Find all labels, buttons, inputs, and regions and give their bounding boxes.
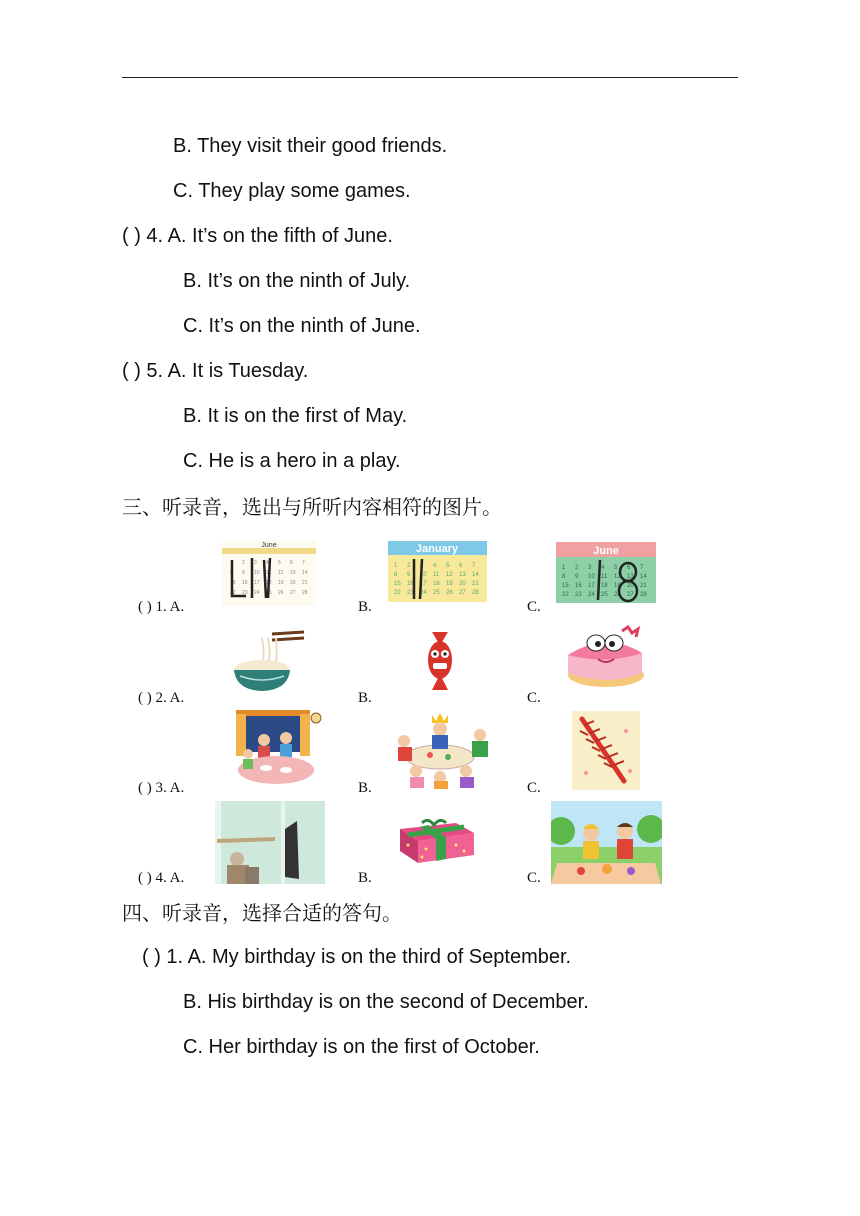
svg-text:14: 14 — [640, 574, 647, 580]
svg-text:20: 20 — [290, 580, 296, 586]
row1-label: ( ) 1. A. — [138, 599, 185, 615]
section4-heading: 四、听录音，选择合适的答句。 — [122, 901, 402, 925]
svg-text:4: 4 — [266, 560, 269, 566]
svg-text:25: 25 — [601, 592, 608, 598]
svg-text:10: 10 — [420, 572, 427, 578]
svg-text:22: 22 — [394, 590, 401, 596]
svg-text:2: 2 — [242, 560, 245, 566]
svg-text:1: 1 — [230, 560, 233, 566]
svg-text:26: 26 — [446, 590, 453, 596]
svg-text:4: 4 — [433, 563, 437, 569]
svg-text:13: 13 — [459, 572, 466, 578]
svg-text:24: 24 — [254, 590, 260, 596]
svg-text:21: 21 — [302, 580, 308, 586]
svg-text:18: 18 — [266, 580, 272, 586]
svg-text:19: 19 — [278, 580, 284, 586]
watching-tv-picture — [215, 801, 325, 884]
svg-text:20: 20 — [459, 581, 466, 587]
svg-text:22: 22 — [230, 590, 236, 596]
svg-text:11: 11 — [266, 570, 272, 576]
q5-option-b: B. It is on the first of May. — [183, 405, 408, 427]
calendar-b-title: January — [415, 543, 459, 555]
svg-text:3: 3 — [588, 565, 592, 571]
svg-text:27: 27 — [290, 590, 296, 596]
candy-picture — [424, 630, 456, 692]
cake-picture — [562, 625, 647, 689]
row1-c-label: C. — [527, 599, 541, 615]
svg-text:28: 28 — [640, 592, 647, 598]
svg-text:19: 19 — [614, 583, 621, 589]
svg-text:8: 8 — [562, 574, 566, 580]
svg-text:7: 7 — [640, 565, 644, 571]
svg-text:9: 9 — [242, 570, 245, 576]
svg-text:3: 3 — [420, 563, 424, 569]
picnic-picture — [551, 801, 662, 884]
family-dinner-picture — [234, 710, 322, 786]
svg-text:11: 11 — [433, 572, 440, 578]
svg-text:7: 7 — [472, 563, 476, 569]
svg-text:8: 8 — [230, 570, 233, 576]
svg-text:24: 24 — [420, 590, 427, 596]
svg-text:17: 17 — [588, 583, 595, 589]
svg-text:18: 18 — [601, 583, 608, 589]
svg-text:25: 25 — [266, 590, 272, 596]
row4-label: ( ) 4. A. — [138, 870, 185, 886]
svg-text:16: 16 — [242, 580, 248, 586]
q5-option-c: C. He is a hero in a play. — [183, 450, 401, 472]
svg-text:9: 9 — [575, 574, 579, 580]
svg-text:20: 20 — [627, 583, 634, 589]
svg-text:1: 1 — [394, 563, 398, 569]
svg-text:6: 6 — [290, 560, 293, 566]
party-picture — [386, 711, 492, 789]
svg-text:2: 2 — [575, 565, 579, 571]
svg-text:1: 1 — [562, 565, 566, 571]
svg-text:27: 27 — [627, 592, 634, 598]
svg-text:11: 11 — [601, 574, 608, 580]
q3-option-b: B. They visit their good friends. — [173, 135, 448, 157]
calendar-a-title: June — [261, 542, 277, 549]
row3-label: ( ) 3. A. — [138, 780, 185, 796]
svg-text:10: 10 — [588, 574, 595, 580]
svg-text:12: 12 — [614, 574, 621, 580]
svg-text:5: 5 — [278, 560, 281, 566]
svg-text:28: 28 — [472, 590, 479, 596]
svg-text:3: 3 — [254, 560, 257, 566]
svg-text:24: 24 — [588, 592, 595, 598]
svg-text:6: 6 — [459, 563, 463, 569]
calendar-june-green-picture — [556, 542, 656, 603]
q5-option-a: ( ) 5. A. It is Tuesday. — [122, 360, 309, 382]
svg-text:13: 13 — [290, 570, 296, 576]
svg-text:16: 16 — [575, 583, 582, 589]
row4-c-label: C. — [527, 870, 541, 886]
row2-label: ( ) 2. A. — [138, 690, 185, 706]
svg-text:7: 7 — [302, 560, 305, 566]
row1-b-label: B. — [358, 599, 372, 615]
svg-text:5: 5 — [446, 563, 450, 569]
svg-text:14: 14 — [302, 570, 308, 576]
svg-text:15: 15 — [230, 580, 236, 586]
q4-option-b: B. It’s on the ninth of July. — [183, 270, 411, 292]
svg-text:2: 2 — [407, 563, 411, 569]
q3-option-c: C. They play some games. — [173, 180, 411, 202]
row2-b-label: B. — [358, 690, 372, 706]
svg-text:23: 23 — [575, 592, 582, 598]
svg-text:6: 6 — [627, 565, 631, 571]
svg-text:25: 25 — [433, 590, 440, 596]
s4-q1-option-a: ( ) 1. A. My birthday is on the third of September. — [142, 946, 572, 968]
gift-box-picture — [398, 819, 476, 865]
svg-text:14: 14 — [472, 572, 479, 578]
svg-text:17: 17 — [254, 580, 260, 586]
svg-text:19: 19 — [446, 581, 453, 587]
calendar-june-picture — [222, 540, 316, 606]
svg-text:4: 4 — [601, 565, 605, 571]
svg-text:16: 16 — [407, 581, 414, 587]
calendar-january-picture — [388, 541, 487, 602]
svg-text:15: 15 — [562, 583, 569, 589]
svg-text:8: 8 — [394, 572, 398, 578]
svg-text:21: 21 — [472, 581, 479, 587]
svg-text:12: 12 — [278, 570, 284, 576]
s4-q1-option-b: B. His birthday is on the second of December. — [183, 991, 589, 1013]
row4-b-label: B. — [358, 870, 372, 886]
calendar-c-title: June — [593, 545, 619, 557]
svg-text:18: 18 — [433, 581, 440, 587]
svg-text:10: 10 — [254, 570, 260, 576]
firecrackers-picture — [572, 711, 640, 790]
svg-text:9: 9 — [407, 572, 411, 578]
svg-text:12: 12 — [446, 572, 453, 578]
q4-option-c: C. It’s on the ninth of June. — [183, 315, 421, 337]
section3-heading: 三、听录音，选出与所听内容相符的图片。 — [122, 495, 502, 519]
s4-q1-option-c: C. Her birthday is on the first of October. — [183, 1036, 540, 1058]
svg-text:21: 21 — [640, 583, 647, 589]
svg-text:13: 13 — [627, 574, 634, 580]
row2-c-label: C. — [527, 690, 541, 706]
svg-text:5: 5 — [614, 565, 618, 571]
svg-text:23: 23 — [407, 590, 414, 596]
svg-text:17: 17 — [420, 581, 427, 587]
svg-text:26: 26 — [278, 590, 284, 596]
svg-text:23: 23 — [242, 590, 248, 596]
q4-option-a: ( ) 4. A. It’s on the fifth of June. — [122, 225, 393, 247]
row3-c-label: C. — [527, 780, 541, 796]
header-rule — [122, 77, 738, 78]
svg-text:26: 26 — [614, 592, 621, 598]
svg-text:27: 27 — [459, 590, 466, 596]
row3-b-label: B. — [358, 780, 372, 796]
noodles-picture — [232, 630, 306, 692]
svg-text:22: 22 — [562, 592, 569, 598]
svg-text:15: 15 — [394, 581, 401, 587]
svg-text:28: 28 — [302, 590, 308, 596]
